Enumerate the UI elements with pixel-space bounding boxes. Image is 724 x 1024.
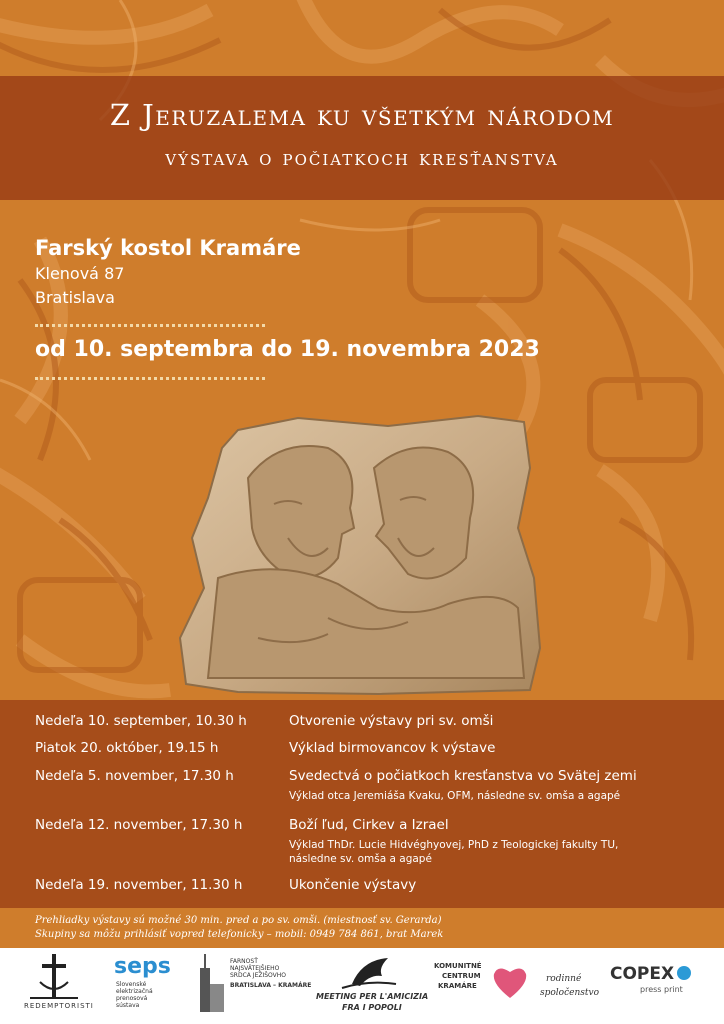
dotted-divider-bottom: [35, 377, 265, 382]
schedule-event: Svedectvá o počiatkoch kresťanstva vo Svätej zemi: [289, 768, 637, 784]
schedule-detail: Výklad ThDr. Lucie Hidvéghyovej, PhD z Teologickej fakulty TU,: [289, 839, 619, 851]
parish-text: FARNOSŤ: [230, 958, 258, 965]
schedule-day: Nedeľa 5. november, 17.30 h: [35, 768, 234, 784]
redemptoristi-label: REDEMPTORISTI: [24, 1002, 94, 1010]
cross-icon: [22, 952, 86, 1002]
exhibition-dates: od 10. septembra do 19. novembra 2023: [35, 337, 540, 362]
venue-name: Farský kostol Kramáre: [35, 236, 301, 260]
church-icon: [196, 954, 226, 1012]
rodinne-spolocenstvo-logo: [540, 970, 602, 1010]
heart-icon: [490, 962, 530, 1002]
parish-text: SRDCA JEŽIŠOVHO: [230, 972, 287, 979]
visit-note: [35, 914, 443, 942]
schedule-day: Nedeľa 10. september, 10.30 h: [35, 713, 247, 729]
visit-note-line: Skupiny sa môžu prihlásiť vopred telefonicky – mobil: 0949 784 861, brat Marek: [35, 929, 444, 940]
redemptoristi-logo: [22, 952, 94, 1018]
schedule-event: Boží ľud, Cirkev a Izrael: [289, 817, 449, 833]
seps-name: seps: [114, 954, 171, 979]
visit-note-line: Prehliadky výstavy sú možné 30 min. pred a po sv. omši. (miestnosť sv. Gerarda): [35, 915, 442, 926]
copex-sub: press print: [640, 985, 683, 994]
seps-sub: sústava: [116, 1002, 140, 1009]
dove-icon: [312, 954, 428, 992]
poster-title: Z Jeruzalema ku všetkým národom: [109, 98, 615, 132]
parish-logo: [196, 954, 312, 1018]
copex-circle-icon: [676, 965, 692, 981]
komunitne-text: CENTRUM: [442, 972, 481, 980]
schedule-day: Nedeľa 19. november, 11.30 h: [35, 877, 243, 893]
stone-relief-image: [178, 408, 546, 696]
copex-name: COPEX: [610, 964, 675, 984]
seps-sub: prenosová: [116, 995, 148, 1002]
rodinne-text: spoločenstvo: [540, 988, 599, 998]
venue-city: Bratislava: [35, 288, 115, 307]
title-band: [0, 76, 724, 200]
rodinne-text: rodinné: [546, 974, 582, 984]
meeting-logo: [312, 954, 428, 1018]
seps-sub: Slovenské: [116, 981, 147, 988]
schedule-day: Piatok 20. október, 19.15 h: [35, 740, 219, 756]
venue-block: [35, 234, 301, 310]
sponsor-logos: [0, 948, 724, 1024]
meeting-text: MEETING PER L'AMICIZIA: [316, 992, 429, 1001]
seps-sub: elektrizačná: [116, 988, 153, 995]
parish-text: BRATISLAVA – KRAMÁRE: [230, 982, 312, 989]
schedule-event: Výklad birmovancov k výstave: [289, 740, 496, 756]
meeting-text: FRA I POPOLI: [342, 1003, 402, 1012]
parish-text: NAJSVÄTEJŠIEHO: [230, 965, 280, 972]
venue-street: Klenová 87: [35, 264, 125, 283]
schedule-detail: Výklad otca Jeremiáša Kvaku, OFM, následne sv. omša a agapé: [289, 790, 621, 802]
poster-subtitle: výstava o počiatkoch kresťanstva: [165, 146, 559, 171]
schedule-detail: následne sv. omša a agapé: [289, 853, 432, 865]
copex-logo: [610, 964, 710, 1008]
komunitne-centrum-logo: [432, 960, 488, 1004]
schedule-day: Nedeľa 12. november, 17.30 h: [35, 817, 243, 833]
schedule-event: Otvorenie výstavy pri sv. omši: [289, 713, 494, 729]
komunitne-text: KRAMÁRE: [438, 982, 477, 990]
schedule-event: Ukončenie výstavy: [289, 877, 417, 893]
event-schedule: [0, 700, 724, 908]
seps-logo: [108, 954, 182, 1018]
komunitne-text: KOMUNITNÉ: [434, 962, 482, 970]
dotted-divider-top: [35, 324, 265, 329]
